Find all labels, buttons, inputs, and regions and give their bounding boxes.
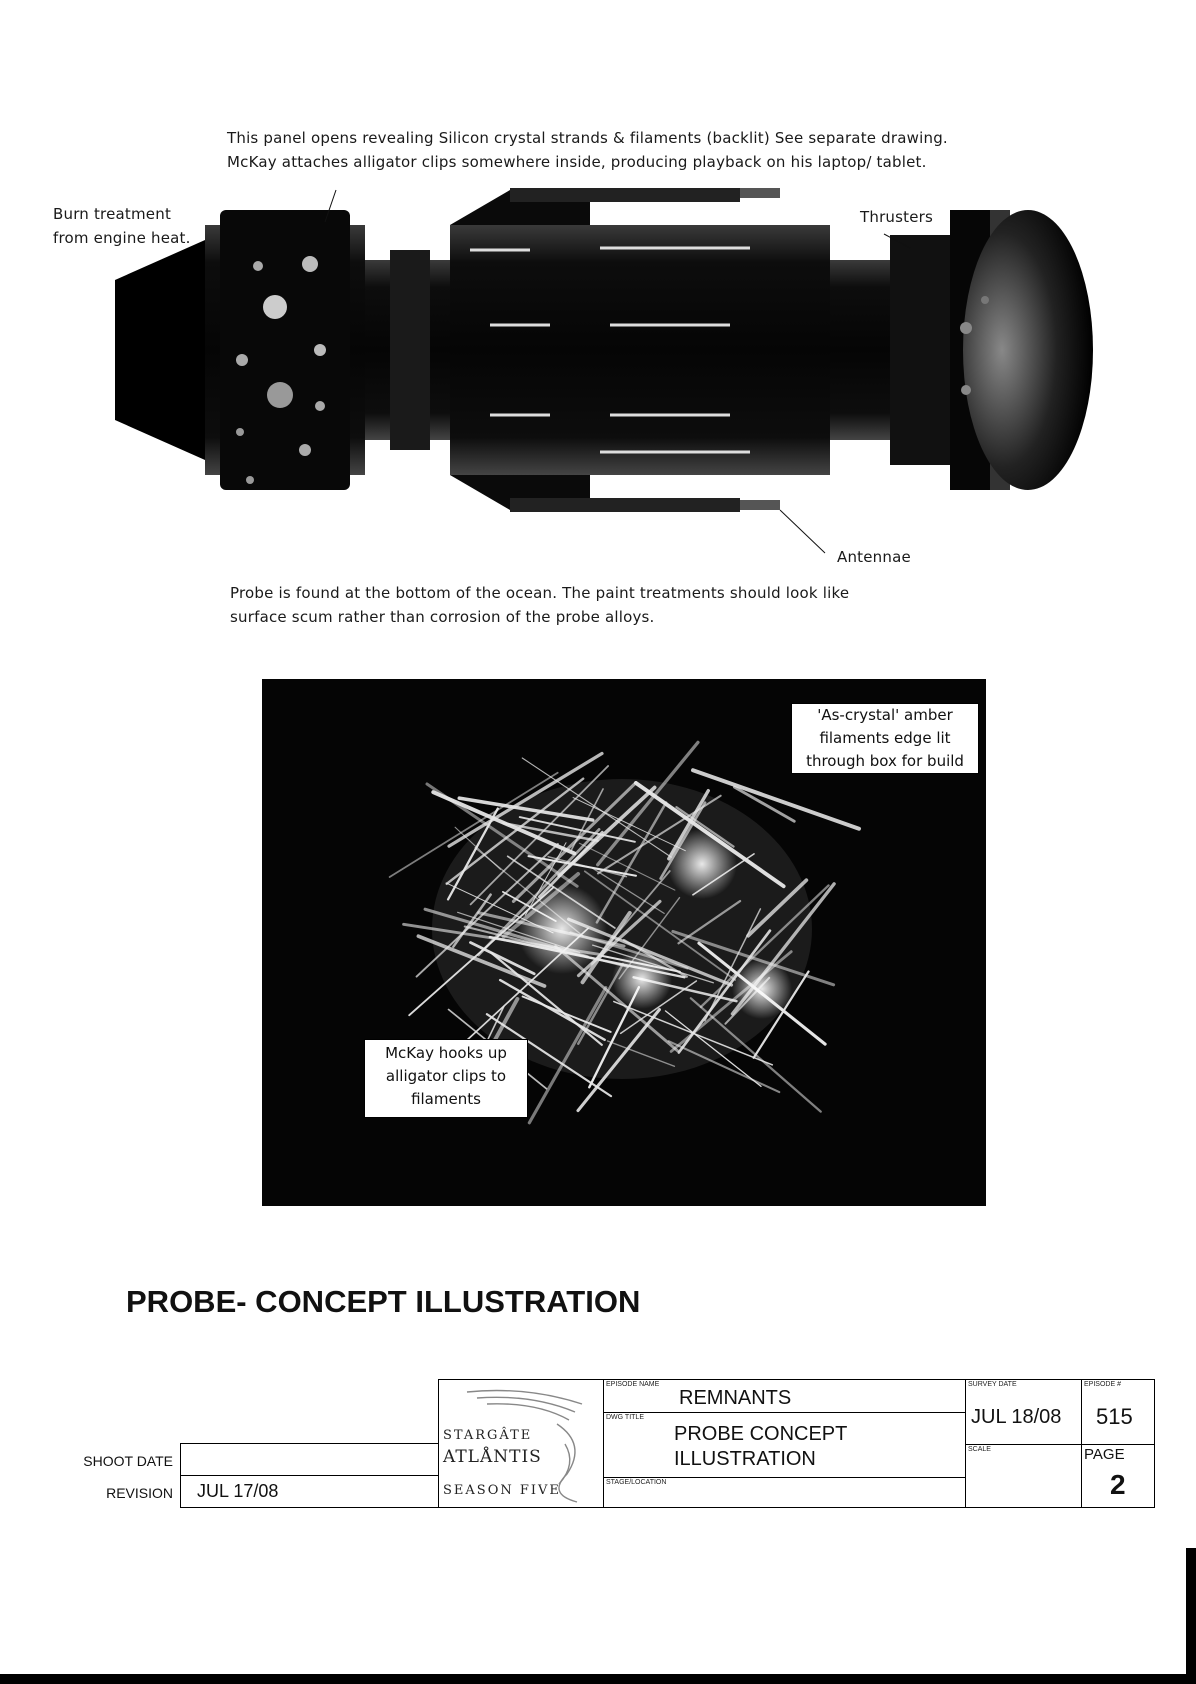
shoot-date-cell bbox=[180, 1443, 439, 1476]
leader-lines bbox=[0, 0, 1196, 600]
probe-note-line2: surface scum rather than corrosion of the probe alloys. bbox=[230, 608, 655, 626]
burn-note-line2: from engine heat. bbox=[53, 229, 191, 247]
episode-number-cell bbox=[1081, 1379, 1155, 1445]
probe-note-line1: Probe is found at the bottom of the ocean. The paint treatments should look like bbox=[230, 584, 850, 602]
page-number: 2 bbox=[1110, 1469, 1126, 1500]
stage-location-cell bbox=[603, 1477, 966, 1508]
scan-right-edge bbox=[1186, 1548, 1196, 1684]
survey-date: JUL 18/08 bbox=[971, 1406, 1062, 1428]
mckay-line2: alligator clips to bbox=[385, 1067, 507, 1085]
scale-label: SCALE bbox=[968, 1446, 991, 1453]
crystal-filaments-illustration bbox=[262, 679, 986, 1206]
episode-number: 515 bbox=[1096, 1404, 1133, 1429]
dwg-title-line1: PROBE CONCEPT bbox=[674, 1423, 848, 1445]
page-number-cell bbox=[1081, 1444, 1155, 1508]
scan-bottom-edge bbox=[0, 1674, 1196, 1684]
page-title: PROBE- CONCEPT ILLUSTRATION bbox=[126, 1284, 641, 1319]
survey-date-label: SURVEY DATE bbox=[968, 1381, 1017, 1388]
revision-value: JUL 17/08 bbox=[197, 1481, 279, 1501]
stage-location-label: STAGE/LOCATION bbox=[606, 1479, 667, 1486]
burn-note-line1: Burn treatment bbox=[53, 205, 172, 223]
logo-line2: ATLÅNTIS bbox=[443, 1447, 542, 1467]
episode-name: REMNANTS bbox=[679, 1387, 792, 1409]
scale-cell bbox=[965, 1444, 1082, 1508]
revision-label: REVISION bbox=[106, 1485, 173, 1501]
episode-name-label: EPISODE NAME bbox=[606, 1381, 660, 1388]
dwg-title-cell bbox=[603, 1412, 966, 1478]
mckay-callout bbox=[364, 1039, 528, 1118]
dwg-title-label: DWG TITLE bbox=[606, 1414, 644, 1421]
survey-date-cell bbox=[965, 1379, 1082, 1445]
episode-number-label: EPISODE # bbox=[1084, 1381, 1121, 1388]
logo-line3: SEASON FIVE bbox=[443, 1483, 561, 1498]
page-label: PAGE bbox=[1084, 1446, 1125, 1463]
thrusters-label: Thrusters bbox=[860, 208, 934, 226]
dwg-title-line2: ILLUSTRATION bbox=[674, 1448, 816, 1470]
revision-cell bbox=[180, 1475, 439, 1508]
shoot-date-label: SHOOT DATE bbox=[83, 1453, 173, 1469]
amber-line2: filaments edge lit bbox=[819, 729, 951, 747]
antennae-label: Antennae bbox=[837, 548, 911, 566]
mckay-line3: filaments bbox=[411, 1090, 481, 1108]
logo-line1: STARGÂTE bbox=[443, 1428, 533, 1443]
panel-note-line1: This panel opens revealing Silicon crystal strands & filaments (backlit) See separate drawing. bbox=[227, 129, 948, 147]
amber-line1: 'As-crystal' amber bbox=[817, 706, 953, 724]
logo-cell bbox=[438, 1379, 604, 1508]
episode-name-cell bbox=[603, 1379, 966, 1413]
amber-line3: through box for build bbox=[806, 752, 964, 770]
panel-note-line2: McKay attaches alligator clips somewhere inside, producing playback on his laptop/ tablet. bbox=[227, 153, 927, 171]
amber-filaments-callout bbox=[791, 703, 979, 774]
mckay-line1: McKay hooks up bbox=[385, 1044, 507, 1062]
